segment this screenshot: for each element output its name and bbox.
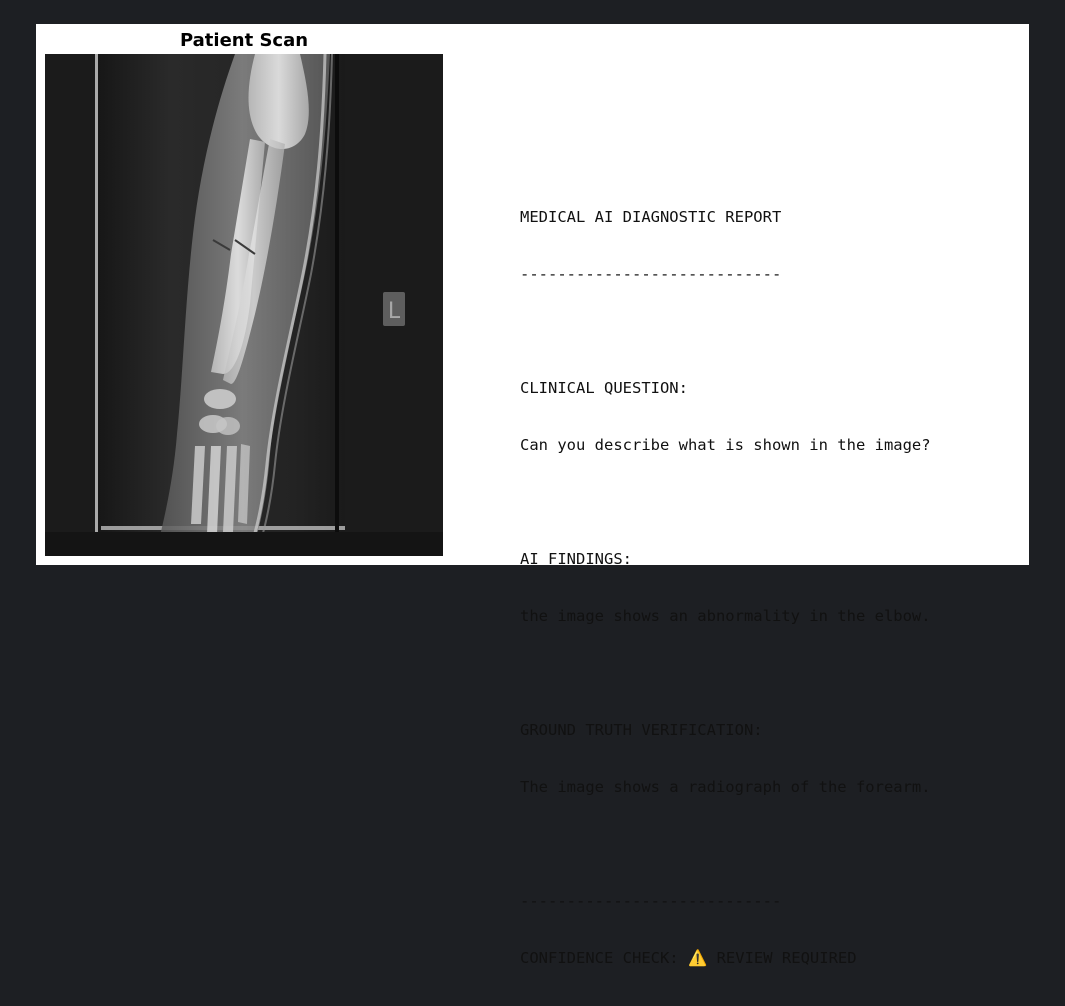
xray-image [45, 54, 443, 556]
clinical-question-label: CLINICAL QUESTION: [520, 379, 688, 397]
scan-title: Patient Scan [179, 30, 309, 51]
report-canvas [36, 24, 1029, 967]
clinical-question-text: Can you describe what is shown in the image? [520, 436, 931, 454]
report-divider-top: ---------------------------- [520, 265, 782, 283]
ai-findings-text: the image shows an abnormality in the elbow. [520, 607, 931, 625]
report-heading: MEDICAL AI DIAGNOSTIC REPORT [520, 208, 782, 226]
diagnostic-report [520, 170, 931, 1006]
laterality-marker: L [387, 299, 401, 324]
ground-truth-text: The image shows a radiograph of the forearm. [520, 778, 931, 796]
ai-findings-label: AI FINDINGS: [520, 550, 632, 568]
ground-truth-label: GROUND TRUTH VERIFICATION: [520, 721, 763, 739]
confidence-check: CONFIDENCE CHECK: ⚠️ REVIEW REQUIRED [520, 949, 857, 967]
report-divider-bottom: ---------------------------- [520, 892, 782, 910]
